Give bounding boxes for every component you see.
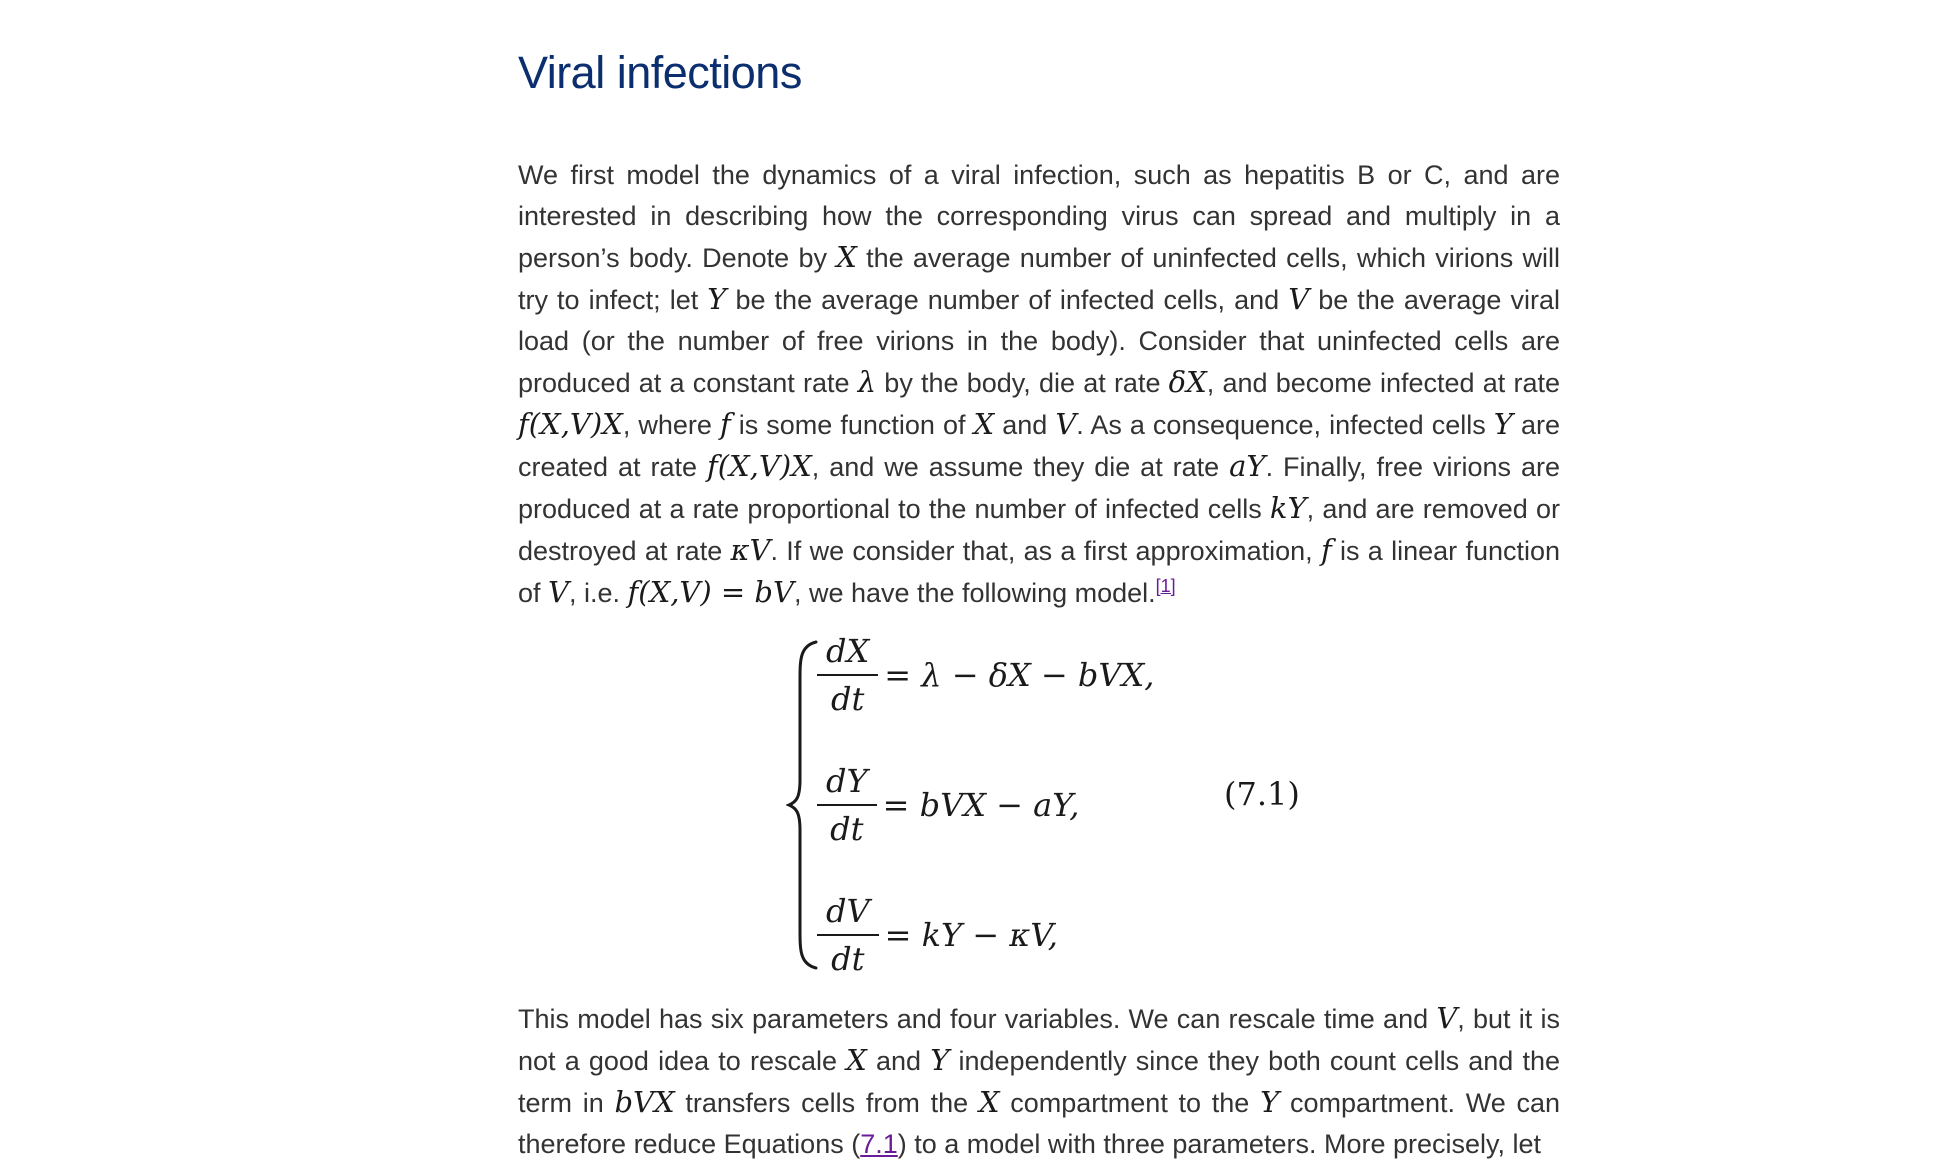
math-v: V [1288, 282, 1310, 316]
math-y: Y [930, 1043, 950, 1077]
equation-rhs: = kY − κV, [884, 916, 1058, 954]
equation-row-dx [823, 630, 1154, 720]
footnote-link-1[interactable]: [1] [1155, 576, 1176, 596]
equation-number: (7.1) [1224, 775, 1300, 813]
equation-row-dv [823, 890, 1058, 980]
fraction-dv-dt: $\frac{dV}{dt}$ [823, 892, 873, 978]
math-f: f [1320, 533, 1332, 567]
math-lambda: λ [857, 365, 877, 399]
equation-rhs: = λ − δX − bVX, [884, 656, 1155, 694]
fraction-dx-dt: $\frac{dX}{dt}$ [823, 632, 872, 718]
equation-row-dy [823, 760, 1079, 850]
math-kappa-v: κV [730, 533, 771, 567]
math-y: Y [1260, 1085, 1280, 1119]
paragraph-intro: We first model the dynamics of a viral infection, such as hepatitis B or C, and are interested in describing how the corresponding virus can spread and multiply in a person’s body. Denote by X the average number of uninfected cells, which virions will try to infect; let Y be the average number of infected cells, and V be the average viral load (or the number of free virions in the body). Consider that uninfected cells are produced at a constant rate λ by the body, die at rate δX, and become infected at rate f(X,V)X, where f is some function of X and V. As a consequence, infected cells Y are created at rate f(X,V)X, and we assume they die at rate aY. Finally, free virions are produced at a rate proportional to the number of infected cells kY, and are removed or destroyed at rate κV. If we consider that, as a first approximation, f is a linear function of V, i.e. f(X,V) = bV, we have the following model.[1] [518, 160, 1561, 609]
section-title: Viral infections [518, 47, 802, 98]
math-bvx: bVX [614, 1085, 675, 1119]
math-y: Y [1493, 407, 1513, 441]
math-delta-x: δX [1168, 365, 1207, 399]
math-v: V [1055, 407, 1077, 441]
math-x: X [846, 1043, 867, 1077]
footnote-ref [1156, 576, 1176, 596]
math-x: X [836, 240, 857, 274]
math-f: f [719, 407, 731, 441]
equation-system [518, 630, 1560, 978]
math-x: X [978, 1085, 1000, 1119]
math-f-equals-bv: f(X,V) = bV [627, 575, 794, 609]
math-ay: aY [1229, 449, 1266, 483]
math-fxvx: f(X,V)X [518, 407, 623, 441]
equation-rhs: = bVX − aY, [882, 786, 1080, 824]
left-brace-icon [786, 640, 820, 970]
math-y: Y [707, 282, 727, 316]
fraction-dy-dt: $\frac{dY}{dt}$ [823, 762, 871, 848]
math-v: V [1436, 1001, 1458, 1035]
math-fxvx: f(X,V)X [706, 449, 812, 483]
paragraph-rescaling: This model has six parameters and four variables. We can rescale time and V, but it is not a good idea to rescale X and Y independently since they both count cells and the term in bVX transfers cells from the X compartment to the Y compartment. We can therefore reduce Equations (7.1) to a model with three parameters. More precisely, let [518, 1001, 1561, 1159]
math-x: X [973, 407, 995, 441]
math-v: V [548, 575, 569, 609]
equation-reference-link[interactable]: 7.1 [860, 1129, 898, 1159]
math-ky: kY [1269, 491, 1307, 525]
